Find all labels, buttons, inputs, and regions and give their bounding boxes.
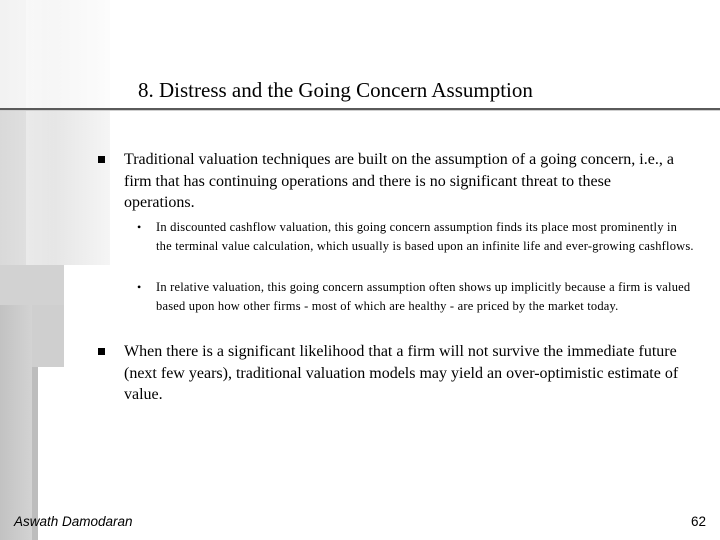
footer-author: Aswath Damodaran — [14, 514, 133, 529]
bullet-text: When there is a significant likelihood that a firm will not survive the immediate future (next few years), traditional valuation models may yield an over-optimistic estimate of value. — [124, 343, 679, 403]
background-decoration-highlight — [26, 0, 56, 265]
page-number: 62 — [690, 514, 706, 529]
bullet-text: Traditional valuation techniques are built on the assumption of a going concern, i.e., a firm that has continuing operations and there is no significant threat to these operations. — [124, 151, 674, 211]
background-decoration-block — [32, 305, 64, 367]
sub-bullet-marker: • — [137, 220, 142, 234]
title-divider-shadow — [0, 110, 720, 111]
square-bullet-icon — [98, 348, 105, 355]
sub-bullet-marker: • — [137, 280, 142, 294]
square-bullet-icon — [98, 156, 105, 163]
background-decoration-step — [0, 265, 64, 305]
sub-bullet-text: In relative valuation, this going concern assumption often shows up implicitly because a firm is valued based upon how other firms - most of which are healthy - are priced by the market today. — [156, 280, 691, 313]
sub-bullet-text: In discounted cashflow valuation, this going concern assumption finds its place most prominently in the terminal value calculation, which usually is based upon an infinite life and ever-growing cashflows. — [156, 220, 694, 253]
slide-title: 8. Distress and the Going Concern Assumption — [138, 78, 533, 102]
